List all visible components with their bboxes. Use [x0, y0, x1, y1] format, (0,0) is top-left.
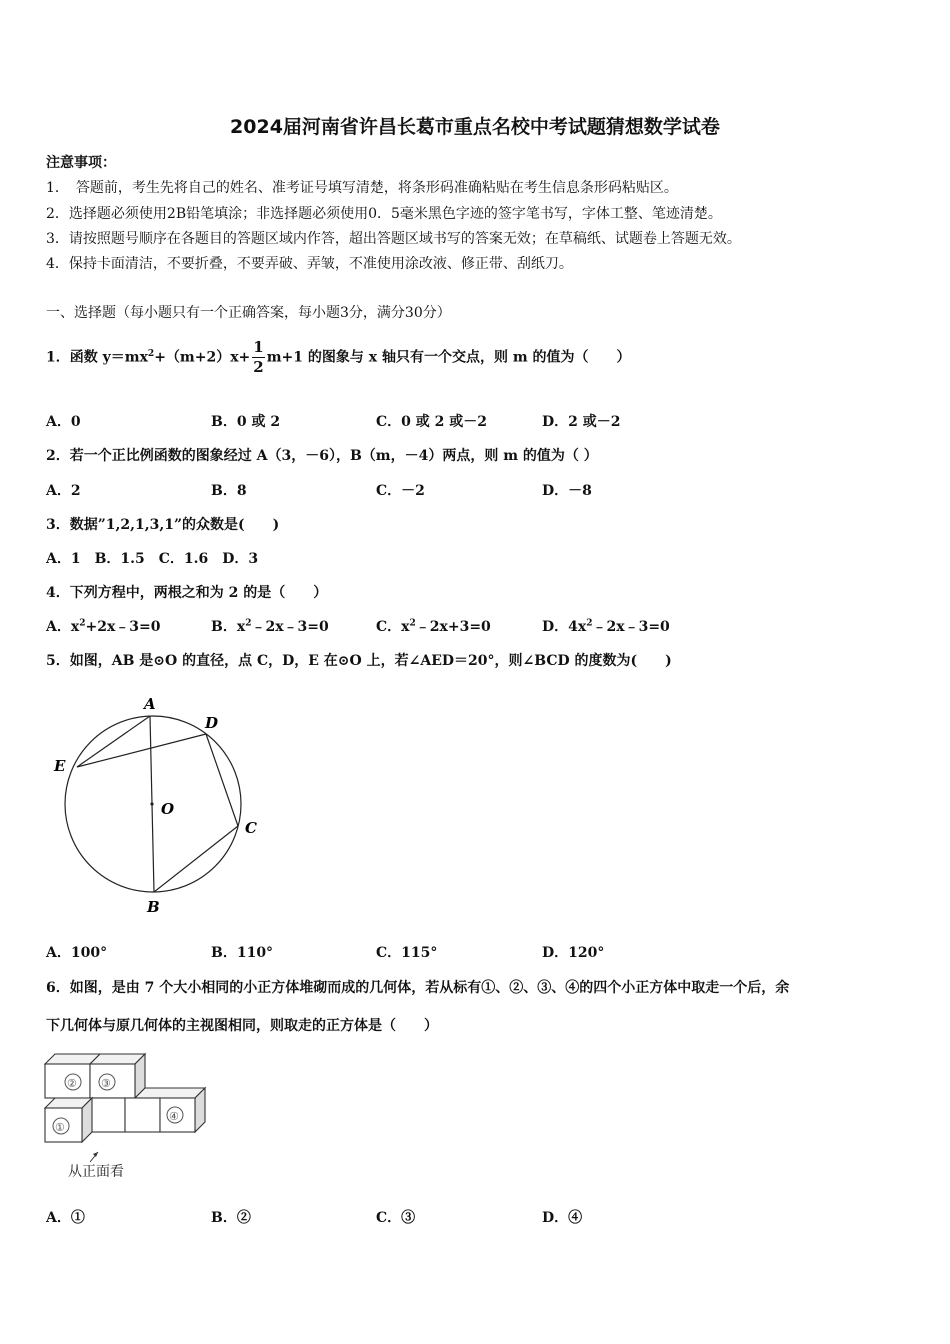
view-arrow-head	[93, 1152, 98, 1157]
q1-fraction-numerator: 1	[253, 338, 264, 356]
cube-label-3: ③	[101, 1077, 111, 1090]
cube-label-4: ④	[169, 1110, 179, 1123]
notice-item-3: 3．请按照题号顺序在各题目的答题区域内作答，超出答题区域书写的答案无效；在草稿纸、试题卷上答题无效。	[46, 231, 741, 247]
label-c: C	[245, 819, 257, 837]
q6-option-b[interactable]: B．②	[211, 1210, 251, 1226]
q4-option-d-sup: 2	[586, 618, 593, 629]
q4-option-b[interactable]	[211, 616, 329, 636]
label-b: B	[147, 898, 160, 916]
q1-text-part3: m+1 的图象与 x 轴只有一个交点，则 m 的值为（ ）	[266, 349, 631, 366]
q4-option-c[interactable]	[376, 616, 491, 636]
q2-option-d[interactable]: D．－8	[542, 483, 592, 499]
q1-superscript: 2	[147, 348, 155, 359]
q3-options[interactable]: A．1 B．1.5 C．1.6 D．3	[46, 551, 259, 567]
q2-option-c[interactable]: C．－2	[376, 483, 425, 499]
center-point	[150, 802, 153, 805]
question-3: 3．数据”1,2,1,3,1”的众数是( )	[46, 517, 280, 533]
q1-option-a[interactable]: A．0	[46, 414, 81, 430]
q5-option-b[interactable]: B．110°	[211, 945, 274, 961]
notice-item-1: 1． 答题前，考生先将自己的姓名、准考证号填写清楚，将条形码准确粘贴在考生信息条形码粘贴区。	[46, 180, 678, 196]
q4-option-d-pre: D．4x	[542, 619, 587, 635]
q2-option-a[interactable]: A．2	[46, 483, 81, 499]
segment-dc	[206, 734, 238, 826]
notice-item-4: 4．保持卡面清洁，不要折叠，不要弄破、弄皱，不准使用涂改液、修正带、刮纸刀。	[46, 256, 573, 272]
question-4: 4．下列方程中，两根之和为 2 的是（ ）	[46, 585, 328, 601]
notice-heading: 注意事项：	[46, 155, 116, 171]
q5-circle-figure	[40, 690, 280, 925]
section-heading: 一、选择题（每小题只有一个正确答案，每小题3分，满分30分）	[46, 305, 451, 321]
segment-cb	[154, 826, 238, 892]
q4-option-a-post: +2x﹣3=0	[85, 619, 161, 635]
q5-option-a[interactable]: A．100°	[46, 945, 108, 961]
label-e: E	[54, 757, 66, 775]
q6-option-d[interactable]: D．④	[542, 1210, 583, 1226]
notice-item-2: 2．选择题必须使用2B铅笔填涂；非选择题必须使用0．5毫米黑色字迹的签字笔书写，字体工整、笔迹清楚。	[46, 206, 722, 222]
q6-option-a[interactable]: A．①	[46, 1210, 85, 1226]
q1-fraction-denominator: 2	[253, 358, 264, 376]
q5-option-c[interactable]: C．115°	[376, 945, 438, 961]
question-6-line-1: 6．如图，是由 7 个大小相同的小正方体堆砌而成的几何体，若从标有①、②、③、④的四个小正方体中取走一个后，余	[46, 980, 790, 996]
view-caption: 从正面看	[68, 1164, 124, 1180]
q1-text-part1: 1．函数 y＝mx	[46, 349, 148, 366]
q4-option-b-sup: 2	[245, 618, 252, 629]
q4-option-a-sup: 2	[79, 618, 86, 629]
q4-option-c-sup: 2	[409, 618, 416, 629]
segment-ed	[77, 734, 206, 767]
question-5: 5．如图，AB 是⊙O 的直径，点 C，D，E 在⊙O 上，若∠AED＝20°，则∠BCD 的度数为( )	[46, 653, 672, 669]
q1-option-d[interactable]: D．2 或－2	[542, 414, 621, 430]
question-1	[46, 340, 631, 375]
question-2: 2．若一个正比例函数的图象经过 A（3，－6），B（m，－4）两点，则 m 的值为（ ）	[46, 448, 598, 464]
q4-option-b-post: ﹣2x﹣3=0	[251, 619, 329, 635]
q4-option-d-post: ﹣2x﹣3=0	[592, 619, 670, 635]
question-6-line-2: 下几何体与原几何体的主视图相同，则取走的正方体是（ ）	[46, 1018, 438, 1034]
q4-option-b-pre: B．x	[211, 619, 246, 635]
q1-text-part2: +（m+2）x+	[154, 349, 251, 366]
q1-fraction	[252, 340, 264, 375]
cube-label-2: ②	[67, 1077, 77, 1090]
label-d: D	[205, 714, 219, 732]
page-title: 2024届河南省许昌长葛市重点名校中考试题猜想数学试卷	[230, 116, 720, 138]
q4-option-d[interactable]	[542, 616, 670, 636]
q4-option-c-post: ﹣2x+3=0	[415, 619, 491, 635]
q5-option-d[interactable]: D．120°	[542, 945, 605, 961]
q6-option-c[interactable]: C．③	[376, 1210, 416, 1226]
segment-ea	[77, 716, 150, 767]
cube-label-1: ①	[55, 1121, 65, 1134]
q4-option-a-pre: A．x	[46, 619, 80, 635]
q6-cubes-figure	[40, 1048, 215, 1183]
label-o: O	[161, 800, 175, 818]
label-a: A	[144, 695, 156, 713]
q1-option-b[interactable]: B．0 或 2	[211, 414, 281, 430]
q4-option-c-pre: C．x	[376, 619, 410, 635]
q2-option-b[interactable]: B．8	[211, 483, 247, 499]
q4-option-a[interactable]	[46, 616, 161, 636]
q1-option-c[interactable]: C．0 或 2 或－2	[376, 414, 487, 430]
